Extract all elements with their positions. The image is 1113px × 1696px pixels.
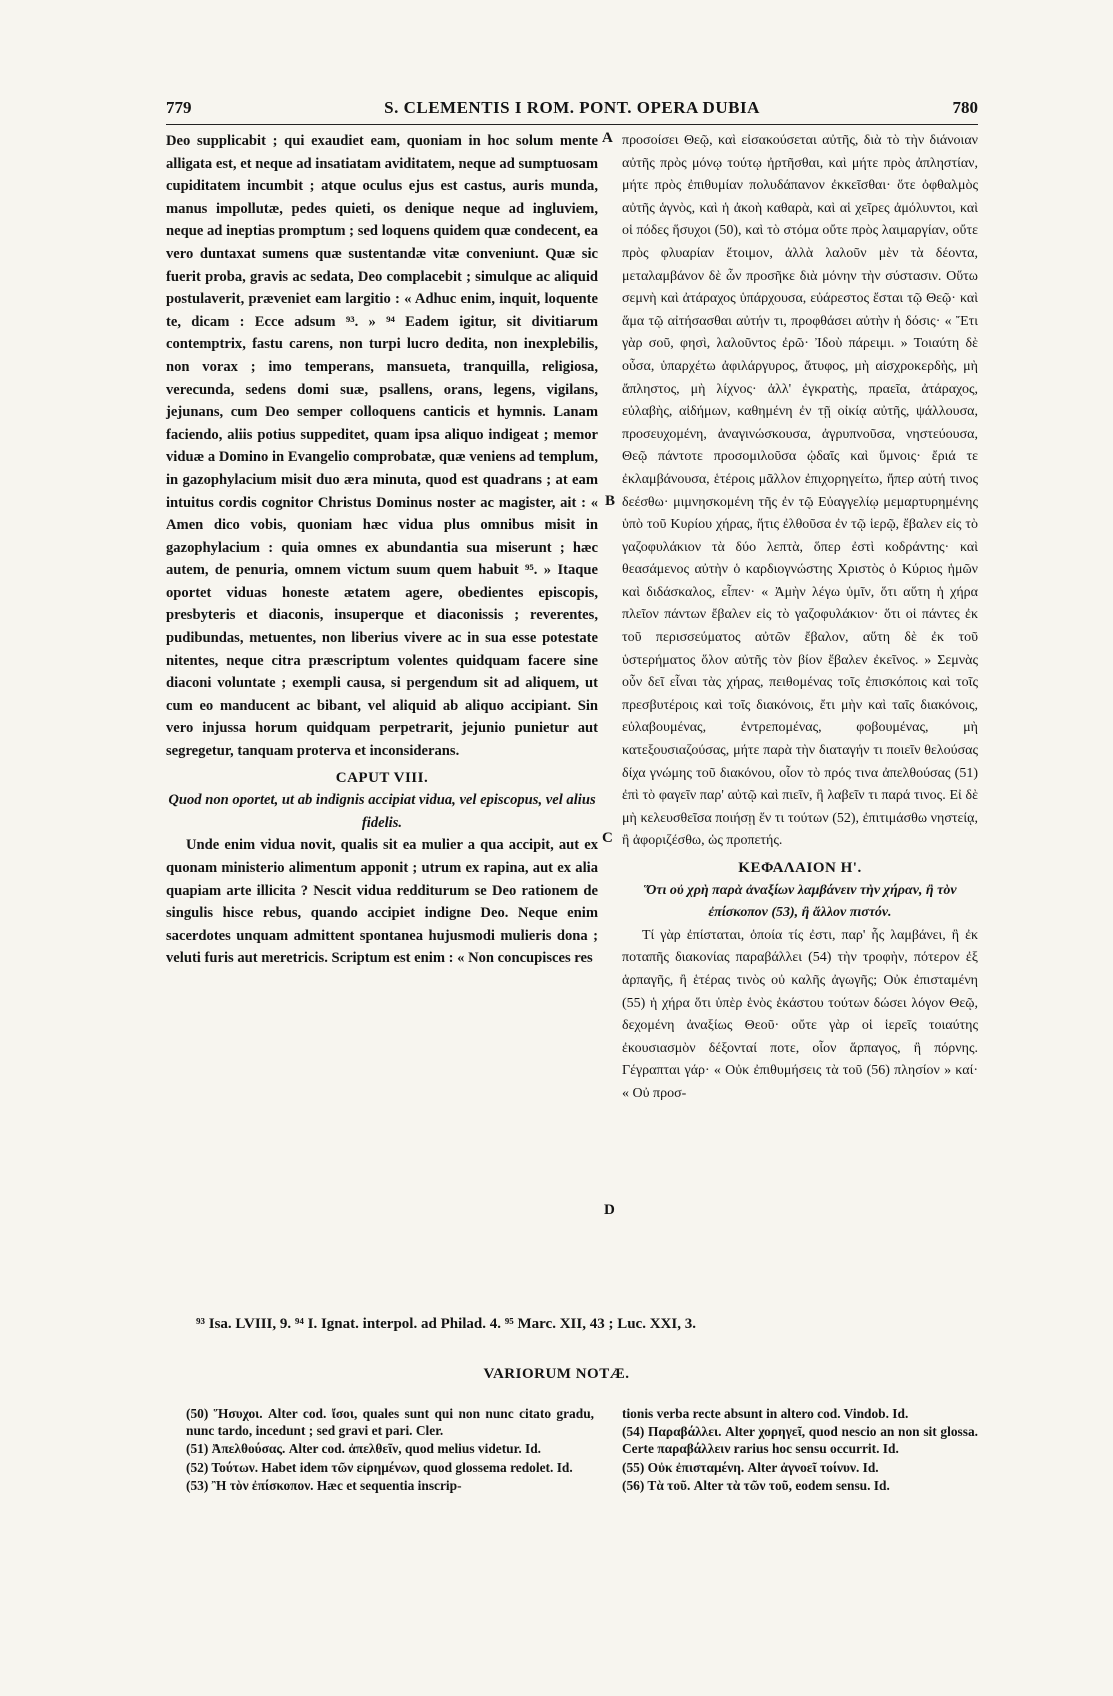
page-number-right: 780: [952, 98, 978, 117]
greek-paragraph-2: Τί γὰρ ἐπίσταται, ὁποία τίς ἐστι, παρ' ἧς λαμβάνει, ἢ ἐκ ποταπῆς διακονίας παραβάλλει (54) τὴν τροφὴν, πότερον ἐξ ἁρπαγῆς, ἢ ἑτέρας τινὸς οὐ καλῆς ἀγωγῆς; Οὐκ ἐπισταμένη (55) ἡ χήρα ὅτι ὑπὲρ ἑνὸς ἑκάστου τούτων δώσει λόγον Θεῷ, δεχομένη ἀναξίως Θεοῦ· οὔτε γὰρ οἱ ἱερεῖς τοιαύτης ἐκουσιασμὸν δέξονταί ποτε, οἷον ἅρπαγος, ἢ πόρνης. Γέγραπται γάρ· « Οὐκ ἐπιθυμήσεις τὰ τοῦ (56) πλησίον » καί· « Οὐ προσ-: [622, 927, 978, 1101]
running-title: S. CLEMENTIS I ROM. PONT. OPERA DUBIA: [384, 98, 760, 117]
greek-chapter-heading: ΚΕΦΑΛΑΙΟΝ Η'.: [738, 860, 862, 876]
note-entry: (50) Ἥσυχοι. Alter cod. ἴσοι, quales sunt qui non nunc citato gradu, nunc tardo, incedunt ; sed gravi et pari. Cler.: [186, 1406, 594, 1439]
notes-right-column: [622, 1405, 978, 1495]
running-header: [166, 98, 978, 124]
header-rule: [166, 124, 978, 125]
margin-letter-b: B: [605, 493, 616, 509]
greek-chapter-summary: Ὅτι οὐ χρὴ παρὰ ἀναξίων λαμβάνειν τὴν χήραν, ἢ τὸν ἐπίσκοπον (53), ἢ ἄλλον πιστόν.: [643, 882, 957, 921]
margin-letter-a: A: [602, 130, 613, 146]
margin-letter-c: C: [602, 830, 613, 846]
notes-heading: VARIORUM NOTÆ.: [483, 1366, 630, 1382]
margin-letter-d: D: [604, 1202, 615, 1218]
footnote-references: ⁹³ Isa. LVIII, 9. ⁹⁴ I. Ignat. interpol. ad Philad. 4. ⁹⁵ Marc. XII, 43 ; Luc. XXI, 3.: [196, 1316, 696, 1332]
greek-paragraph-1: προσοίσει Θεῷ, καὶ εἰσακούσεται αὐτῆς, διὰ τὸ τὴν διάνοιαν αὐτῆς πρὸς μόνῳ τούτῳ ἠρτῆσθαι, καὶ μήτε πρὸς ἀπληστίαν, μήτε πρὸς ἐπιθυμίαν πολυδάπανον ἐκκεῖσθαι· ὅτε ὀφθαλμὸς αὐτῆς ἁγνὸς, καὶ ἡ ἀκοὴ καθαρὰ, καὶ αἱ χεῖρες ἀμόλυντοι, καὶ οἱ πόδες ἥσυχοι (50), καὶ τὸ στόμα οὔτε πρὸς λαιμαργίαν, οὔτε πρὸς φλυαρίαν ἕτοιμον, ἀλλὰ λαλοῦν μὲν τὰ δέοντα, μεταλαμβάνον δὲ ὧν προσῆκε διὰ μόνην τὴν σύστασιν. Οὕτω σεμνὴ καὶ ἀτάραχος ὑπάρχουσα, εὐάρεστος ἔσται τῷ Θεῷ· καὶ ἅμα τῷ αἰτήσασθαι αὐτήν τι, προφθάσει αὐτὴν ἡ δόσις· « Ἔτι γὰρ σοῦ, φησὶ, λαλοῦντος ἐρῶ· Ἰδοὺ πάρειμι. » Τοιαύτη δὲ οὖσα, ὑπαρχέτω ἀφιλάργυρος, ἄτυφος, μὴ αἰσχροκερδὴς, μὴ ἄπληστος, μὴ λίχνος· ἀλλ' ἐγκρατὴς, πραεῖα, ἀτάραχος, εὐλαβὴς, αἰδήμων, καθημένη ἐν τῇ οἰκίᾳ αὐτῆς, ψάλλουσα, προσευχομένη, ἀναγινώσκουσα, ἀγρυπνοῦσα, νηστεύουσα, Θεῷ πάντοτε προσομιλοῦσα ᾠδαῖς καὶ ὕμνοις· ἔριά τε ἐκλαμβάνουσα, ἑτέροις μᾶλλον ἐπιχορηγείτω, ἤπερ αὐτή τινος δεέσθω· μιμνησκομένη τῆς ἐν τῷ Εὐαγγελίῳ μεμαρτυρημένης ὑπὸ τοῦ Κυρίου χήρας, ἥτις ἐλθοῦσα ἐν τῷ ἱερῷ, ἔβαλεν εἰς τὸ γαζοφυλάκιον τὰ δύο λεπτὰ, ὅπερ ἐστὶ κοδράντης· καὶ θεασάμενος αὐτὴν ὁ καρδιογνώστης Χριστὸς ὁ Κύριος ἡμῶν καὶ διδάσκαλος, εἶπεν· « Ἀμὴν λέγω ὑμῖν, ὅτι αὕτη ἡ χήρα πλεῖον πάντων ἔβαλεν εἰς τὸ γαζοφυλάκιον· ὅτι οἱ πάντες ἐκ τοῦ περισσεύματος αὐτῶν ἔβαλον, αὕτη δὲ ἐκ τοῦ ὑστερήματος ὅλον αὐτῆς τὸν βίον ἔβαλεν ἐκεῖνος. » Σεμνὰς οὖν δεῖ εἶναι τὰς χήρας, πειθομένας τοῖς ἐπισκόποις καὶ τοῖς πρεσβυτέροις καὶ τοῖς διακόνοις, ἔτι μὴν καὶ ταῖς διακόνοις, εὐλαβουμένας, ἐντρεπομένας, φοβουμένας, μὴ κατεξουσιαζούσας, μήτε παρὰ τὴν διαταγήν τι ποιεῖν θελούσας δίχα γνώμης τοῦ διακόνου, οἷον τὸ πρός τινα ἀπελθούσας (51) ἐπὶ τὸ φαγεῖν παρ' αὐτῷ καὶ πιεῖν, ἢ λαβεῖν τι παρά τινος. Εἰ δὲ μὴ κελευσθεῖσα ποιήσῃ ἕν τι τούτων (52), ἐπιτιμάσθω νηστείᾳ, ἢ ἀφοριζέσθω, ὡς προπετής.: [622, 133, 978, 849]
note-entry: (54) Παραβάλλει. Alter χορηγεῖ, quod nescio an non sit glossa. Certe παραβάλλειν rarius hoc sensu occurrit. Id.: [622, 1424, 978, 1457]
latin-chapter-heading: CAPUT VIII.: [335, 769, 429, 786]
latin-column: [166, 130, 598, 970]
note-entry: (53) Ἢ τὸν ἐπίσκοπον. Hæc et sequentia inscrip-: [186, 1477, 462, 1493]
note-entry: (55) Οὐκ ἐπισταμένη. Alter ἀγνοεῖ τοίνυν. Id.: [622, 1459, 879, 1475]
note-entry: tionis verba recte absunt in altero cod. Vindob. Id.: [622, 1406, 909, 1421]
note-entry: (51) Ἀπελθούσας. Alter cod. ἀπελθεῖν, quod melius videtur. Id.: [186, 1441, 542, 1457]
greek-column: [622, 130, 978, 1106]
page-number-left: 779: [166, 98, 192, 117]
note-entry: (52) Τούτων. Habet idem τῶν εἰρημένων, quod glossema redolet. Id.: [186, 1459, 573, 1475]
note-entry: (56) Τὰ τοῦ. Alter τὰ τῶν τοῦ, eodem sensu. Id.: [622, 1477, 890, 1493]
latin-paragraph-1: Deo supplicabit ; qui exaudiet eam, quoniam in hoc solum mente alligata est, et neque ad insatiatam aviditatem, neque ad sumptuosam cupiditatem incumbit ; atque oculus ejus est castus, auris munda, manus impollutæ, pedes quieti, os denique neque ad ingluviem, neque ad ineptias promptum ; sed loquens quidem quæ condecent, ea vero duntaxat sumens quæ sustentandæ vitæ conveniunt. Quæ sic fuerit proba, gravis ac sedata, Deo complacebit ; simulque ac aliquid postulaverit, præveniet eam largitio : « Adhuc enim, inquit, loquente te, dicam : Ecce adsum ⁹³. » ⁹⁴ Eadem igitur, sit divitiarum contemptrix, fastu carens, non turpi lucro dedita, non inexplebilis, non vorax ; imo temperans, mansueta, tranquilla, religiosa, verecunda, sedens domi suæ, psallens, orans, legens, vigilans, jejunans, cum Deo semper colloquens canticis et hymnis. Lanam faciendo, aliis potius suppeditet, quam ipsa aliquo indigeat ; memor viduæ a Domino in Evangelio comprobatæ, quæ veniens ad templum, in gazophylacium misit duo æra minuta, quod est quadrans ; at eam intuitus cordis cognitor Christus Dominus noster ac magister, ait : « Amen dico vobis, quoniam hæc vidua plus omnibus misit in gazophylacium : quia omnes ex abundantia sua miserunt ; hæc autem, de penuria, omnem victum suum quem habuit ⁹⁵. » Itaque oportet viduas honeste ætatem agere, obedientes episcopis, presbyteris et diaconis, insuperque et diaconissis ; reverentes, pudibundas, metuentes, non liberius vivere ac in sua esse potestate nitentes, neque citra præscriptum volentes quidquam facere sine diaconi voluntate ; exempli causa, si pergendum sit ad aliquem, ut cum eo manducent ac bibant, vel aliquid ab aliquo accipiant. Sin vero injussa horum quidquam perpetrarit, jejunio punietur aut segregetur, tanquam proterva et inconsiderans.: [166, 133, 598, 760]
notes-left-column: [186, 1405, 594, 1495]
latin-chapter-summary: Quod non oportet, ut ab indignis accipiat vidua, vel episcopus, vel alius fidelis.: [168, 792, 596, 831]
latin-paragraph-2: Unde enim vidua novit, qualis sit ea mulier a qua accipit, aut ex quonam ministerio alimentum apponit ; utrum ex rapina, aut ex alia quapiam arte illicita ? Nescit vidua redditurum se Deo rationem de singulis hisce rebus, quando accipiet indigne Deo. Neque enim sacerdotes unquam admittent spontanea hujusmodi mulieris dona ; veluti furis aut meretricis. Scriptum est enim : « Non concupisces res: [166, 837, 598, 967]
